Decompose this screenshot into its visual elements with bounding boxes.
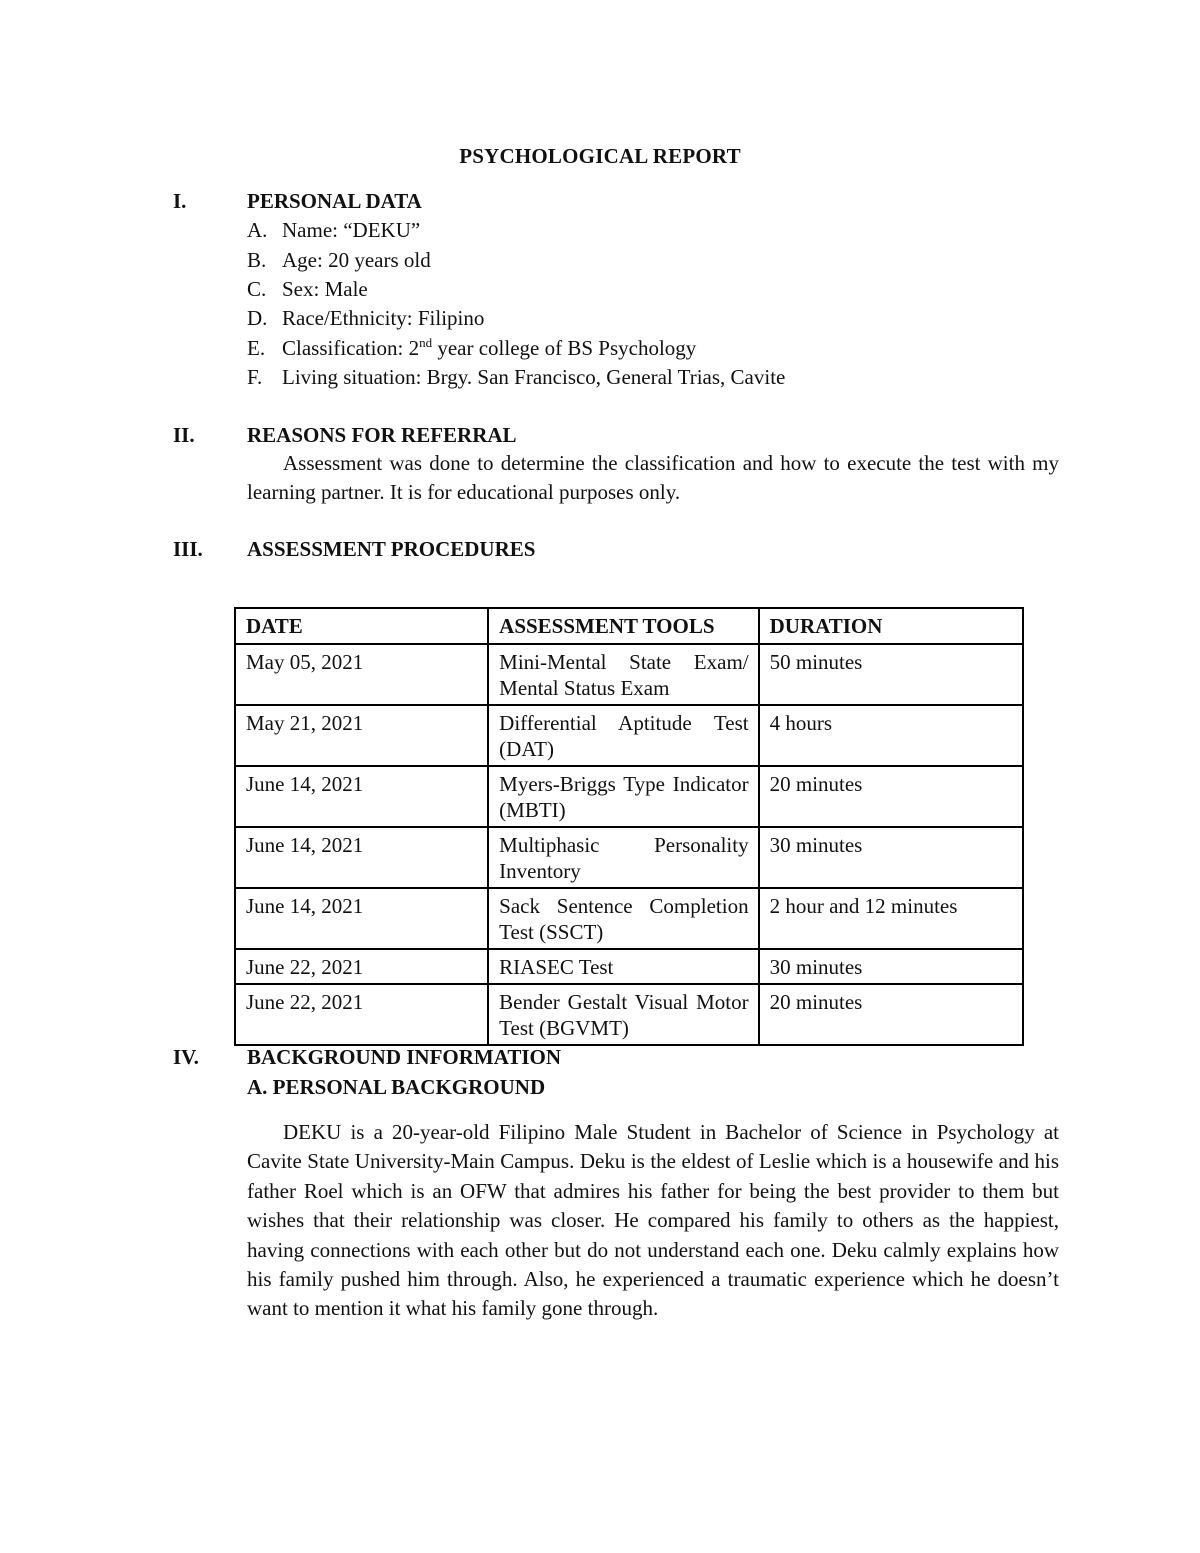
section-number-background: IV. — [173, 1045, 199, 1069]
cell-date: June 22, 2021 — [235, 984, 488, 1045]
item-text: Age: 20 years old — [282, 248, 431, 272]
cell-date: June 22, 2021 — [235, 949, 488, 984]
cell-duration: 30 minutes — [759, 827, 1023, 888]
item-text: Name: “DEKU” — [282, 218, 421, 242]
section-heading-background: BACKGROUND INFORMATION — [247, 1045, 562, 1069]
table-row — [235, 984, 1023, 1045]
table-row — [235, 644, 1023, 705]
cell-tool: Differential Aptitude Test (DAT) — [488, 705, 758, 766]
item-letter: D. — [247, 306, 268, 330]
item-letter: B. — [247, 248, 267, 272]
item-text-suffix: year college of BS Psychology — [432, 336, 697, 360]
section-heading-personal-data: PERSONAL DATA — [247, 189, 422, 213]
table-header-row — [235, 608, 1023, 644]
column-header-duration: DURATION — [759, 608, 1023, 644]
cell-duration: 4 hours — [759, 705, 1023, 766]
background-paragraph: DEKU is a 20-year-old Filipino Male Student in Bachelor of Science in Psychology at Cavite State University-Main Campus. Deku is the eldest of Leslie which is a housewife and his father Roel which is an OFW that admires his father for being the best provider to them but wishes that their relationship was closer. He compared his family to others as the happiest, having connections with each other but do not understand each one. Deku calmly explains how his family pushed him through. Also, he experienced a traumatic experience which he doesn’t want to mention it what his family gone through. — [247, 1120, 1059, 1321]
table-row — [235, 949, 1023, 984]
cell-tool: Multiphasic Personality Inventory — [488, 827, 758, 888]
table-row — [235, 766, 1023, 827]
assessment-table — [234, 607, 1024, 1046]
column-header-date: DATE — [235, 608, 488, 644]
cell-duration: 50 minutes — [759, 644, 1023, 705]
subheading-personal-background: A. PERSONAL BACKGROUND — [247, 1075, 546, 1099]
personal-data-item — [247, 306, 484, 331]
item-text: Sex: Male — [282, 277, 368, 301]
cell-date: May 21, 2021 — [235, 705, 488, 766]
personal-data-item — [247, 336, 696, 361]
personal-data-item — [247, 277, 368, 302]
section-number-referral: II. — [173, 423, 195, 447]
referral-paragraph: Assessment was done to determine the classification and how to execute the test with my learning partner. It is for educational purposes only. — [247, 451, 1059, 505]
section-number-procedures: III. — [173, 537, 203, 561]
item-text-superscript: nd — [419, 335, 433, 350]
section-number-personal-data: I. — [173, 189, 187, 213]
cell-date: June 14, 2021 — [235, 827, 488, 888]
cell-duration: 30 minutes — [759, 949, 1023, 984]
cell-tool: Bender Gestalt Visual Motor Test (BGVMT) — [488, 984, 758, 1045]
cell-duration: 20 minutes — [759, 766, 1023, 827]
section-heading-procedures: ASSESSMENT PROCEDURES — [247, 537, 536, 561]
personal-data-item — [247, 365, 785, 390]
table-row — [235, 888, 1023, 949]
cell-duration: 2 hour and 12 minutes — [759, 888, 1023, 949]
personal-data-item — [247, 248, 431, 273]
item-letter: F. — [247, 365, 263, 389]
item-text: Race/Ethnicity: Filipino — [282, 306, 485, 330]
page-title: PSYCHOLOGICAL REPORT — [459, 144, 741, 168]
column-header-tools: ASSESSMENT TOOLS — [488, 608, 758, 644]
cell-tool: RIASEC Test — [488, 949, 758, 984]
cell-date: June 14, 2021 — [235, 766, 488, 827]
item-letter: A. — [247, 218, 268, 242]
item-letter: C. — [247, 277, 267, 301]
cell-date: May 05, 2021 — [235, 644, 488, 705]
cell-tool: Mini-Mental State Exam/ Mental Status Exam — [488, 644, 758, 705]
cell-date: June 14, 2021 — [235, 888, 488, 949]
table-row — [235, 705, 1023, 766]
table-row — [235, 827, 1023, 888]
item-text: Living situation: Brgy. San Francisco, General Trias, Cavite — [282, 365, 786, 389]
cell-duration: 20 minutes — [759, 984, 1023, 1045]
section-heading-referral: REASONS FOR REFERRAL — [247, 423, 517, 447]
cell-tool: Myers-Briggs Type Indicator (MBTI) — [488, 766, 758, 827]
item-text-prefix: Classification: 2 — [282, 336, 420, 360]
cell-tool: Sack Sentence Completion Test (SSCT) — [488, 888, 758, 949]
personal-data-item — [247, 218, 420, 243]
item-letter: E. — [247, 336, 266, 360]
